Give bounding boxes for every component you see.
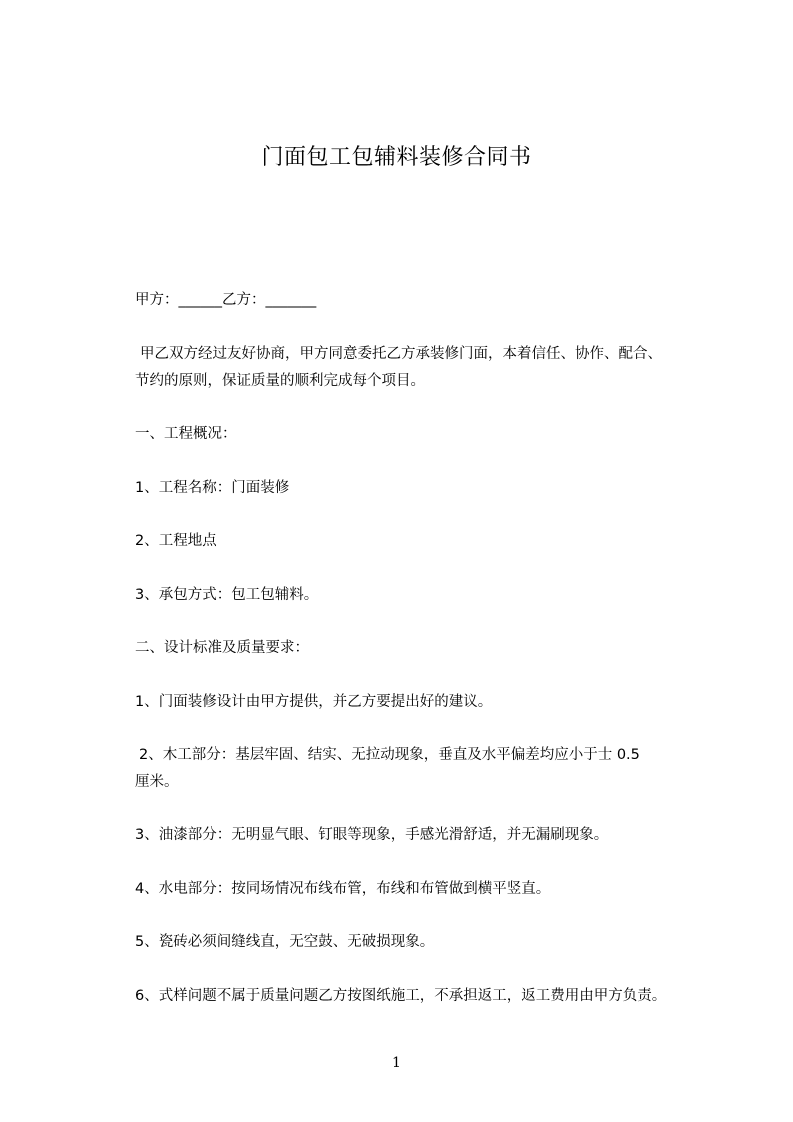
section-2-heading: 二、设计标准及质量要求： [135,640,309,656]
section-2-item-3: 3、油漆部分：无明显气眼、钉眼等现象，手感光滑舒适，并无漏刷现象。 [135,827,609,843]
section-2-item-2-line-2: 厘米。 [135,774,179,790]
section-1-item-2: 2、工程地点 [135,533,217,549]
section-1-heading: 一、工程概况： [135,426,237,442]
document-title: 门面包工包辅料装修合同书 [261,145,532,170]
section-2-item-4: 4、水电部分：按同场情况布线布管，布线和布管做到横平竖直。 [135,881,551,897]
intro-paragraph-line-1: 甲乙双方经过友好协商，甲方同意委托乙方承装修门面，本着信任、协作、配合、 [140,346,662,362]
section-2-item-6: 6、式样问题不属于质量问题乙方按图纸施工，不承担返工，返工费用由甲方负责。 [135,988,667,1004]
page-number: 1 [392,1055,401,1071]
intro-paragraph-line-2: 节约的原则，保证质量的顺利完成每个项目。 [135,373,425,389]
section-1-item-3: 3、承包方式：包工包辅料。 [135,587,319,603]
section-2-item-2-line-1: 2、木工部分：基层牢固、结实、无拉动现象，垂直及水平偏差均应小于士 0.5 [139,747,640,763]
section-2-item-1: 1、门面装修设计由甲方提供，并乙方要提出好的建议。 [135,694,493,710]
section-2-item-5: 5、瓷砖必须间缝线直，无空鼓、无破损现象。 [135,934,435,950]
parties-line: 甲方：______乙方：_______ [135,292,317,308]
section-1-item-1: 1、工程名称：门面装修 [135,480,290,496]
